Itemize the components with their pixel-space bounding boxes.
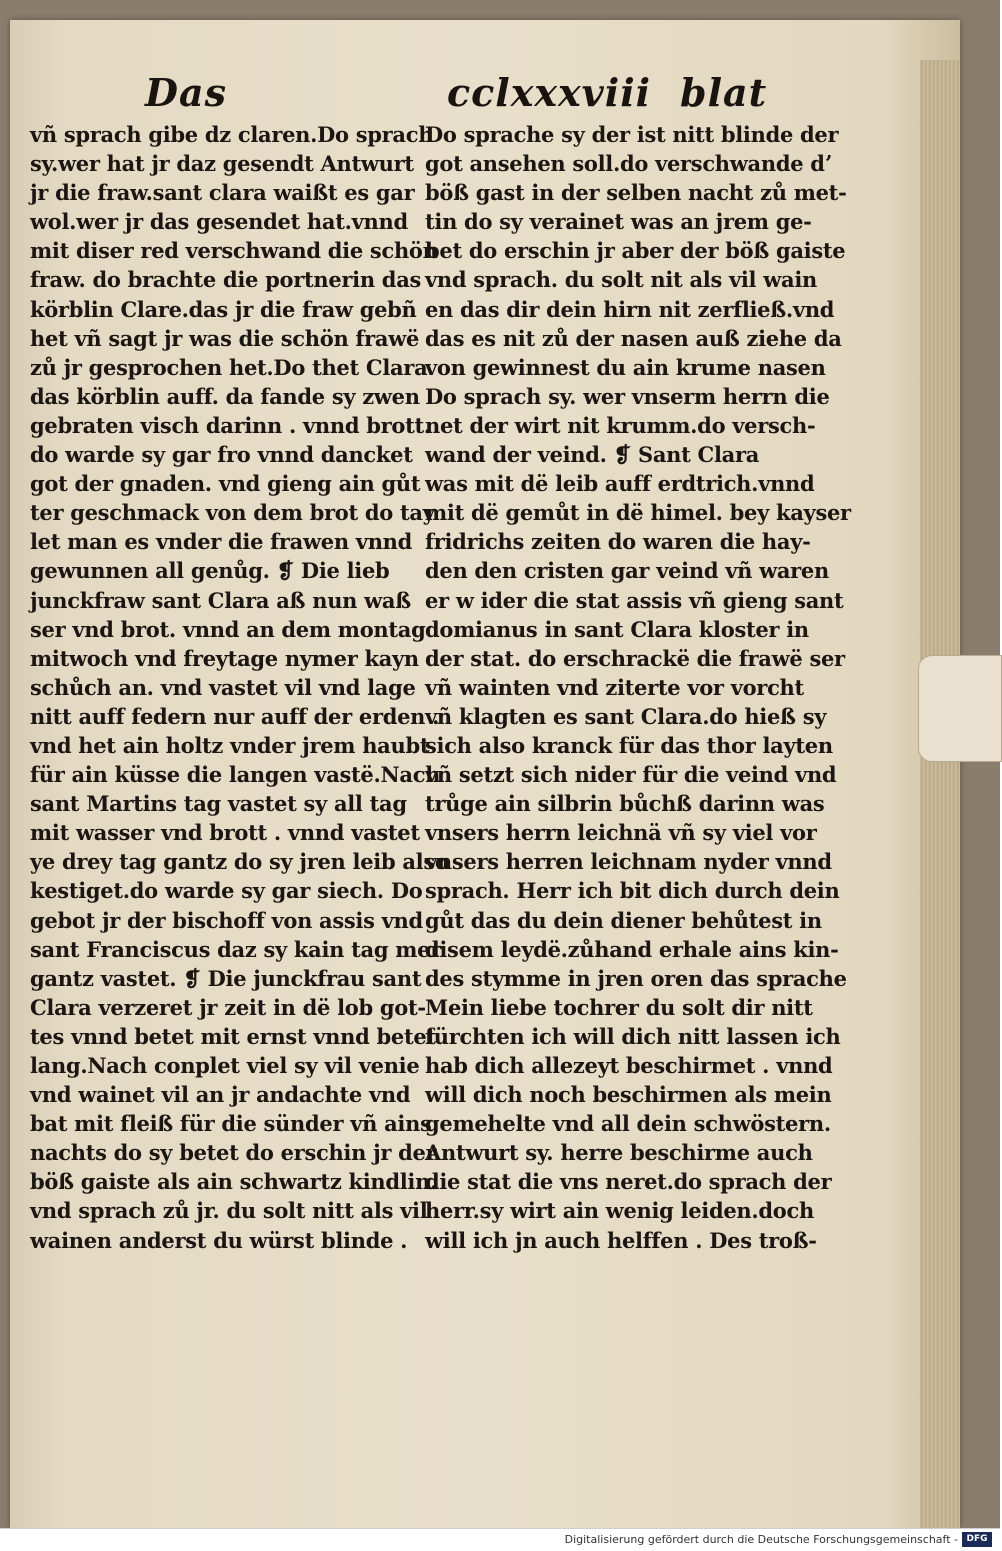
text-line: vñ setzt sich nider für die veind vnd: [425, 762, 837, 788]
text-line: got der gnaden. vnd gieng ain gůt: [30, 471, 421, 497]
text-line: got ansehen soll.do verschwande dʼ: [425, 151, 832, 177]
text-line: vnd sprach zů jr. du solt nitt als vil: [30, 1198, 428, 1224]
text-line: jr die fraw.sant clara waißt es gar: [30, 180, 415, 206]
text-line: Clara verzeret jr zeit in dë lob got-: [30, 994, 426, 1020]
dfg-logo: DFG: [962, 1532, 992, 1547]
text-line: er w ider die stat assis vñ gieng sant: [425, 587, 844, 613]
text-line: von gewinnest du ain krume nasen: [425, 354, 826, 380]
header-folio: cclxxxviii: [447, 70, 652, 115]
page-tab: [918, 655, 1002, 762]
text-line: des stymme in jren oren das sprache: [425, 965, 847, 991]
text-line: mit diser red verschwand die schön: [30, 238, 438, 264]
text-line: vñ wainten vnd ziterte vor vorcht: [425, 674, 804, 700]
text-line: fürchten ich will dich nitt lassen ich: [425, 1023, 841, 1049]
text-line: wand der veind. ❡ Sant Clara: [425, 442, 760, 468]
page-edges: [920, 60, 960, 1540]
text-line: vnd sprach. du solt nit als vil wain: [425, 267, 817, 293]
footer-bar: [0, 1528, 1000, 1551]
text-line: mitwoch vnd freytage nymer kayn: [30, 645, 419, 671]
text-line: zů jr gesprochen het.Do thet Clara: [30, 354, 428, 380]
text-line: vnsers herren leichnam nyder vnnd: [425, 849, 832, 875]
text-line: ser vnd brot. vnnd an dem montag: [30, 616, 426, 642]
text-line: will ich jn auch helffen . Des troß-: [425, 1227, 817, 1253]
text-line: den den cristen gar veind vñ waren: [425, 558, 829, 584]
text-line: wainen anderst du würst blinde .: [30, 1227, 408, 1253]
text-line: körblin Clare.das jr die fraw gebñ: [30, 296, 417, 322]
text-column-right: [425, 120, 851, 1255]
text-line: sprach. Herr ich bit dich durch dein: [425, 878, 840, 904]
text-line: das körblin auff. da fande sy zwen: [30, 383, 420, 409]
text-line: mit wasser vnd brott . vnnd vastet: [30, 820, 420, 846]
text-line: gewunnen all genůg. ❡ Die lieb: [30, 558, 390, 584]
text-line: Do sprache sy der ist nitt blinde der: [425, 122, 839, 147]
text-line: kestiget.do warde sy gar siech. Do: [30, 878, 423, 904]
text-line: disem leydë.zůhand erhale ains kin-: [425, 936, 839, 962]
text-line: junckfraw sant Clara aß nun waß: [30, 587, 411, 613]
text-line: net der wirt nit krumm.do versch-: [425, 412, 816, 438]
text-line: sy.wer hat jr daz gesendt Antwurt: [30, 151, 414, 177]
text-line: vnd het ain holtz vnder jrem haubt: [30, 732, 430, 758]
text-line: gůt das du dein diener behůtest in: [425, 907, 822, 933]
text-line: bat mit fleiß für die sünder vñ ains: [30, 1111, 432, 1137]
text-line: tin do sy verainet was an jrem ge-: [425, 209, 812, 235]
text-line: fridrichs zeiten do waren die hay-: [425, 529, 811, 555]
text-line: nachts do sy betet do erschin jr der: [30, 1140, 437, 1166]
text-line: sich also kranck für das thor layten: [425, 732, 833, 758]
text-line: Do sprach sy. wer vnserm herrn die: [425, 383, 830, 409]
text-line: mit dë gemůt in dë himel. bey kayser: [425, 500, 851, 526]
text-line: gebot jr der bischoff von assis vnd: [30, 907, 423, 933]
header-right: blat: [680, 70, 768, 115]
footer-credit: Digitalisierung gefördert durch die Deutsche Forschungsgemeinschaft -: [564, 1533, 958, 1546]
text-line: gantz vastet. ❡ Die junckfrau sant: [30, 965, 422, 991]
text-line: will dich noch beschirmen als mein: [425, 1082, 832, 1108]
text-line: für ain küsse die langen vastë.Nach: [30, 762, 441, 788]
text-line: let man es vnder die frawen vnnd: [30, 529, 413, 555]
header-left: Das: [145, 70, 227, 115]
text-line: sant Martins tag vastet sy all tag: [30, 791, 407, 817]
text-line: böß gast in der selben nacht zů met-: [425, 180, 847, 206]
text-line: vnsers herrn leichnä vñ sy viel vor: [425, 820, 817, 846]
text-line: fraw. do brachte die portnerin das: [30, 267, 422, 293]
text-line: domianus in sant Clara kloster in: [425, 616, 809, 642]
text-line: bet do erschin jr aber der böß gaiste: [425, 238, 846, 264]
text-column-left: [30, 120, 449, 1255]
text-line: Mein liebe tochrer du solt dir nitt: [425, 994, 813, 1020]
text-line: tes vnnd betet mit ernst vnnd betet: [30, 1023, 436, 1049]
text-line: was mit dë leib auff erdtrich.vnnd: [425, 471, 815, 497]
text-line: gebraten visch darinn . vnnd brott.: [30, 412, 431, 438]
text-line: gemehelte vnd all dein schwöstern.: [425, 1111, 831, 1137]
text-line: vñ sprach gibe dz claren.Do sprach: [30, 122, 434, 147]
text-line: ye drey tag gantz do sy jren leib also: [30, 849, 449, 875]
text-line: ter geschmack von dem brot do tay: [30, 500, 435, 526]
text-line: vñ klagten es sant Clara.do hieß sy: [425, 703, 827, 729]
text-line: hab dich allezeyt beschirmet . vnnd: [425, 1053, 833, 1078]
text-line: sant Franciscus daz sy kain tag mer: [30, 936, 441, 962]
text-line: lang.Nach conplet viel sy vil venie: [30, 1053, 420, 1078]
text-line: das es nit zů der nasen auß ziehe da: [425, 325, 842, 351]
text-line: nitt auff federn nur auff der erden .: [30, 703, 440, 729]
text-line: wol.wer jr das gesendet hat.vnnd: [30, 209, 408, 235]
text-line: het vñ sagt jr was die schön frawë: [30, 325, 420, 351]
text-line: do warde sy gar fro vnnd dancket: [30, 442, 413, 468]
text-line: herr.sy wirt ain wenig leiden.doch: [425, 1198, 814, 1224]
text-line: en das dir dein hirn nit zerfließ.vnd: [425, 296, 835, 322]
text-line: vnd wainet vil an jr andachte vnd: [30, 1082, 411, 1108]
text-line: schůch an. vnd vastet vil vnd lage: [30, 674, 416, 700]
text-line: trůge ain silbrin bůchß darinn was: [425, 791, 825, 817]
text-line: der stat. do erschrackë die frawë ser: [425, 645, 845, 671]
text-line: Antwurt sy. herre beschirme auch: [425, 1140, 813, 1166]
text-line: die stat die vns neret.do sprach der: [425, 1169, 832, 1195]
text-line: böß gaiste als ain schwartz kindlin.: [30, 1169, 438, 1195]
